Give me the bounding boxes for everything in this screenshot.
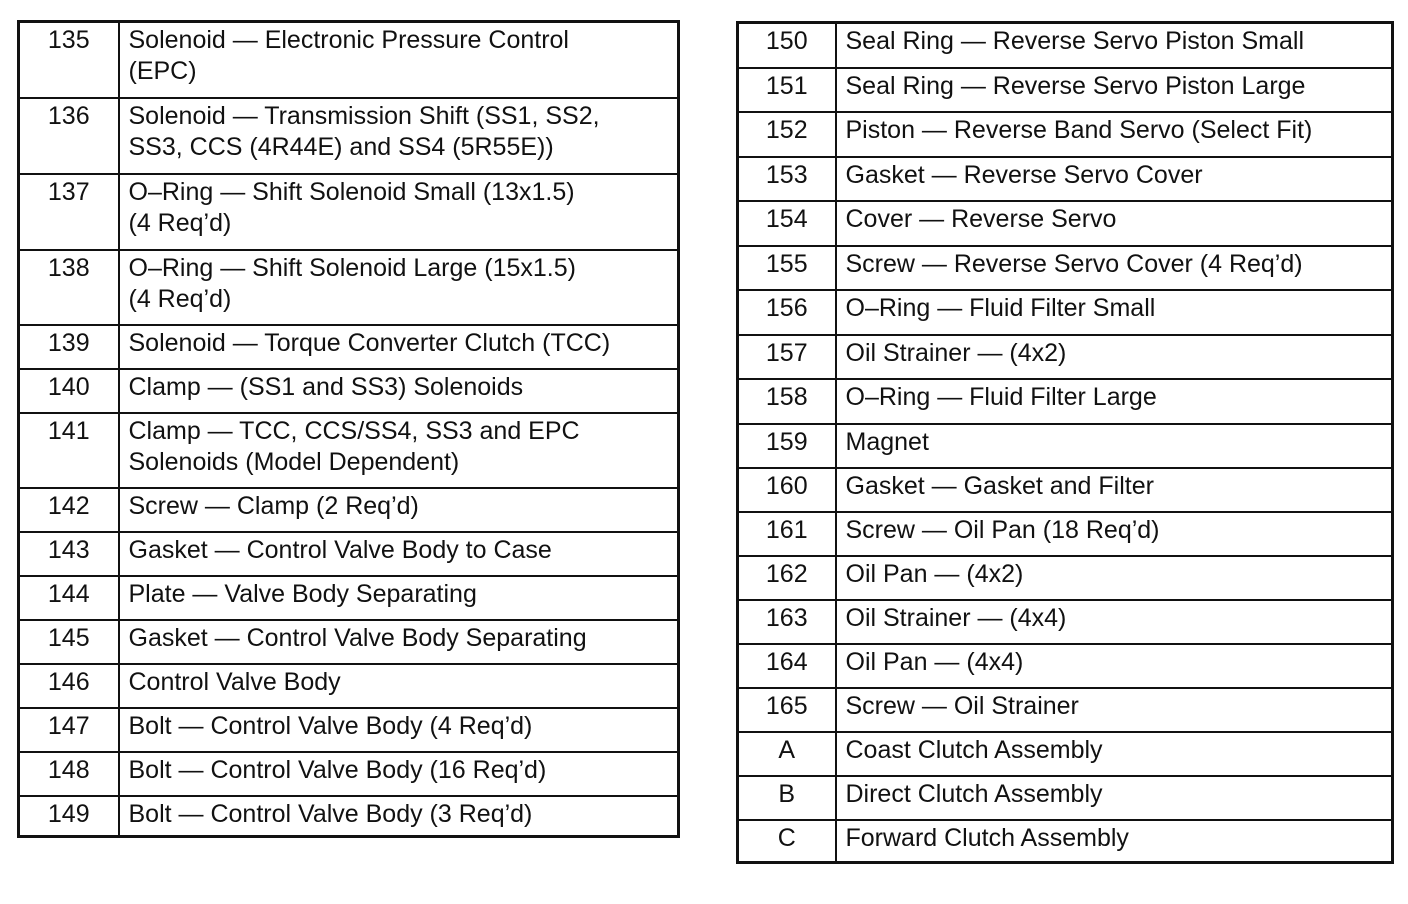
- part-description: Screw — Clamp (2 Req’d): [119, 488, 679, 532]
- table-row: [738, 201, 1393, 246]
- part-number: 136: [19, 98, 119, 174]
- part-number: 139: [19, 325, 119, 369]
- part-description: Oil Strainer — (4x4): [836, 600, 1393, 644]
- table-row: [19, 532, 679, 576]
- table-row: [738, 112, 1393, 157]
- table-row: [738, 732, 1393, 776]
- part-description: Oil Pan — (4x2): [836, 556, 1393, 600]
- table-row: [738, 424, 1393, 468]
- part-description: Plate — Valve Body Separating: [119, 576, 679, 620]
- table-row: [738, 335, 1393, 379]
- part-number: 153: [738, 157, 836, 201]
- table-row: [19, 576, 679, 620]
- table-row: [738, 688, 1393, 732]
- part-description: Oil Strainer — (4x2): [836, 335, 1393, 379]
- part-description: Oil Pan — (4x4): [836, 644, 1393, 688]
- part-description: Screw — Oil Strainer: [836, 688, 1393, 732]
- part-number: 158: [738, 379, 836, 424]
- part-number: 140: [19, 369, 119, 413]
- table-row: [19, 708, 679, 752]
- part-number: 151: [738, 68, 836, 112]
- part-description: O–Ring — Shift Solenoid Large (15x1.5) (4 Req’d): [119, 250, 679, 325]
- part-description: Piston — Reverse Band Servo (Select Fit): [836, 112, 1393, 157]
- part-number: 145: [19, 620, 119, 664]
- part-number: 143: [19, 532, 119, 576]
- part-number: 149: [19, 796, 119, 837]
- part-description: Bolt — Control Valve Body (3 Req’d): [119, 796, 679, 837]
- table-row: [738, 820, 1393, 863]
- part-number: 142: [19, 488, 119, 532]
- parts-table-right: [736, 21, 1394, 864]
- table-row: [738, 600, 1393, 644]
- part-number: 163: [738, 600, 836, 644]
- part-description: Seal Ring — Reverse Servo Piston Large: [836, 68, 1393, 112]
- table-row: [738, 468, 1393, 512]
- part-description: Bolt — Control Valve Body (16 Req’d): [119, 752, 679, 796]
- part-description: Coast Clutch Assembly: [836, 732, 1393, 776]
- part-number: A: [738, 732, 836, 776]
- part-number: 154: [738, 201, 836, 246]
- part-number: 157: [738, 335, 836, 379]
- table-row: [19, 413, 679, 488]
- table-row: [738, 776, 1393, 820]
- part-description: Clamp — TCC, CCS/SS4, SS3 and EPC Solenoids (Model Dependent): [119, 413, 679, 488]
- part-number: B: [738, 776, 836, 820]
- table-row: [19, 620, 679, 664]
- table-row: [19, 98, 679, 174]
- table-row: [19, 250, 679, 325]
- part-description: Screw — Oil Pan (18 Req’d): [836, 512, 1393, 556]
- part-number: 147: [19, 708, 119, 752]
- part-description: Screw — Reverse Servo Cover (4 Req’d): [836, 246, 1393, 290]
- part-number: 144: [19, 576, 119, 620]
- part-description: Gasket — Control Valve Body to Case: [119, 532, 679, 576]
- part-description: Clamp — (SS1 and SS3) Solenoids: [119, 369, 679, 413]
- part-number: C: [738, 820, 836, 863]
- part-number: 148: [19, 752, 119, 796]
- part-description: O–Ring — Fluid Filter Small: [836, 290, 1393, 335]
- part-description: Control Valve Body: [119, 664, 679, 708]
- table-row: [19, 22, 679, 98]
- table-row: [738, 157, 1393, 201]
- table-row: [19, 325, 679, 369]
- part-number: 165: [738, 688, 836, 732]
- part-description: Magnet: [836, 424, 1393, 468]
- part-description: Solenoid — Torque Converter Clutch (TCC): [119, 325, 679, 369]
- part-description: O–Ring — Shift Solenoid Small (13x1.5) (4 Req’d): [119, 174, 679, 250]
- table-row: [738, 644, 1393, 688]
- table-row: [738, 68, 1393, 112]
- part-description: Forward Clutch Assembly: [836, 820, 1393, 863]
- table-row: [738, 512, 1393, 556]
- part-number: 152: [738, 112, 836, 157]
- part-description: Bolt — Control Valve Body (4 Req’d): [119, 708, 679, 752]
- part-number: 138: [19, 250, 119, 325]
- table-row: [19, 796, 679, 837]
- table-row: [19, 174, 679, 250]
- part-description: Direct Clutch Assembly: [836, 776, 1393, 820]
- part-number: 155: [738, 246, 836, 290]
- part-description: Solenoid — Transmission Shift (SS1, SS2, SS3, CCS (4R44E) and SS4 (5R55E)): [119, 98, 679, 174]
- table-row: [738, 290, 1393, 335]
- part-number: 160: [738, 468, 836, 512]
- table-row: [738, 23, 1393, 68]
- part-number: 150: [738, 23, 836, 68]
- part-number: 161: [738, 512, 836, 556]
- part-description: Solenoid — Electronic Pressure Control (EPC): [119, 22, 679, 98]
- part-description: Gasket — Reverse Servo Cover: [836, 157, 1393, 201]
- part-number: 135: [19, 22, 119, 98]
- table-row: [19, 752, 679, 796]
- table-row: [19, 488, 679, 532]
- table-row: [19, 369, 679, 413]
- part-number: 146: [19, 664, 119, 708]
- part-number: 156: [738, 290, 836, 335]
- part-description: Gasket — Control Valve Body Separating: [119, 620, 679, 664]
- part-description: Seal Ring — Reverse Servo Piston Small: [836, 23, 1393, 68]
- part-description: Gasket — Gasket and Filter: [836, 468, 1393, 512]
- part-number: 164: [738, 644, 836, 688]
- part-number: 162: [738, 556, 836, 600]
- table-row: [738, 246, 1393, 290]
- part-number: 141: [19, 413, 119, 488]
- table-row: [738, 556, 1393, 600]
- part-number: 159: [738, 424, 836, 468]
- table-row: [19, 664, 679, 708]
- part-description: O–Ring — Fluid Filter Large: [836, 379, 1393, 424]
- table-row: [738, 379, 1393, 424]
- parts-table-left: [17, 20, 680, 838]
- part-number: 137: [19, 174, 119, 250]
- part-description: Cover — Reverse Servo: [836, 201, 1393, 246]
